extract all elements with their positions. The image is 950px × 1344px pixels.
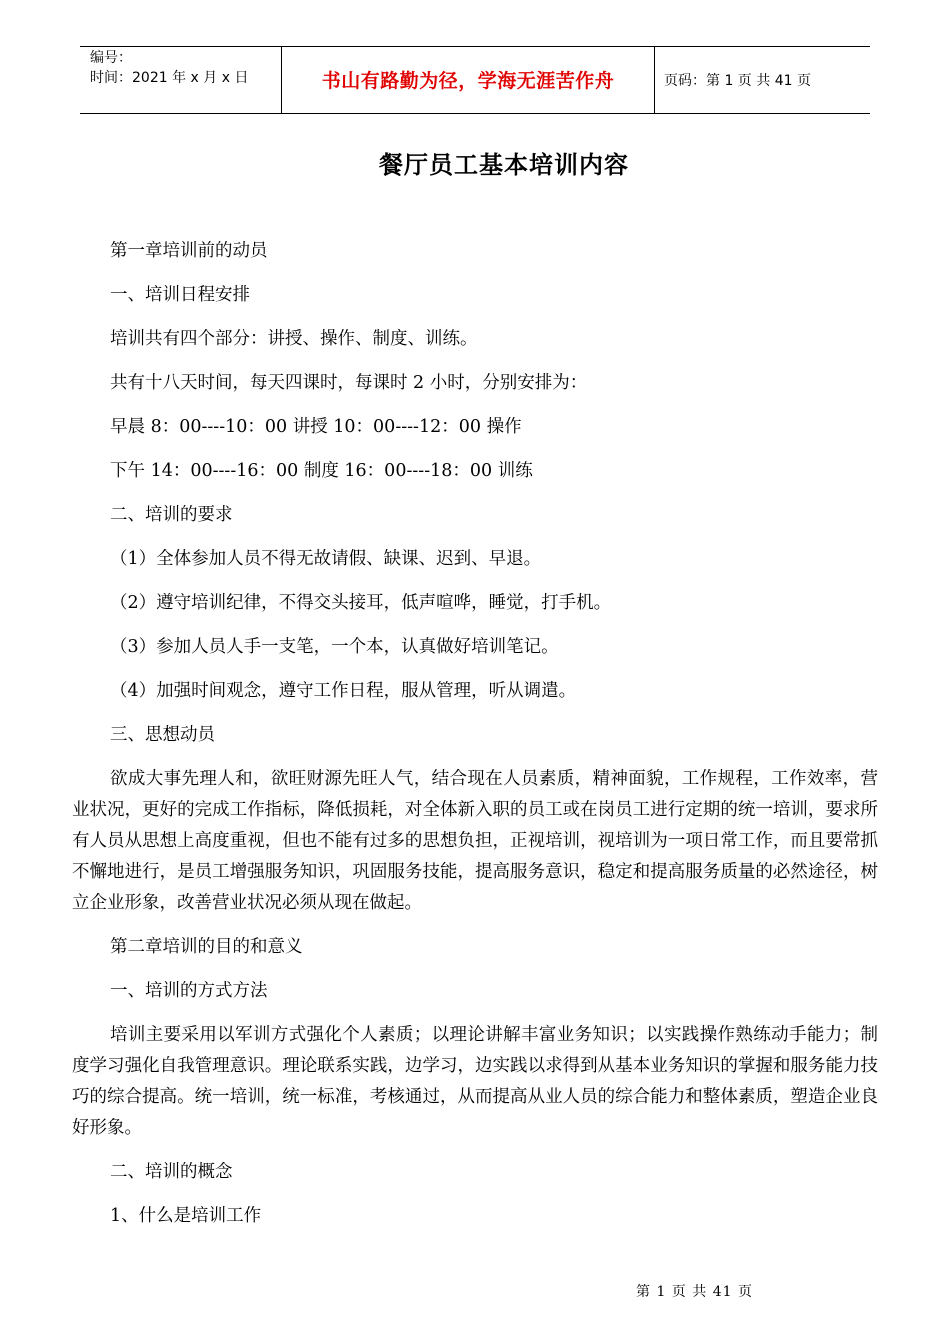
body-paragraph: 培训共有四个部分：讲授、操作、制度、训练。 bbox=[110, 329, 478, 349]
document-body bbox=[72, 236, 878, 1245]
header-top-rule bbox=[80, 46, 870, 47]
document-title: 餐厅员工基本培训内容 bbox=[379, 151, 629, 179]
list-item: （4）加强时间观念，遵守工作日程，服从管理，听从调遣。 bbox=[110, 681, 577, 701]
header-divider-right bbox=[654, 46, 655, 113]
section-heading: 三、思想动员 bbox=[110, 725, 215, 745]
chapter-heading: 第二章培训的目的和意义 bbox=[110, 937, 303, 957]
header-motto: 书山有路勤为径，学海无涯苦作舟 bbox=[321, 70, 615, 92]
section-heading: 一、培训的方式方法 bbox=[110, 981, 268, 1001]
section-heading: 二、培训的要求 bbox=[110, 505, 233, 525]
header-page-info: 页码：第 1 页 共 41 页 bbox=[664, 73, 811, 89]
schedule-line: 早晨 8：00----10：00 讲授 10：00----12：00 操作 bbox=[110, 417, 522, 437]
list-item: （3）参加人员人手一支笔，一个本，认真做好培训笔记。 bbox=[110, 637, 559, 657]
body-paragraph: 共有十八天时间，每天四课时，每课时 2 小时，分别安排为： bbox=[110, 373, 588, 393]
header-time-label: 时间：2021 年 x 月 x 日 bbox=[90, 70, 249, 86]
list-item: （2）遵守培训纪律，不得交头接耳，低声喧哗，睡觉，打手机。 bbox=[110, 593, 612, 613]
subsection-heading: 1、什么是培训工作 bbox=[110, 1206, 262, 1226]
body-paragraph: 培训主要采用以军训方式强化个人素质；以理论讲解丰富业务知识；以实践操作熟练动手能力；制度学习强化自我管理意识。理论联系实践，边学习，边实践以求得到从基本业务知识的掌握和服务能力技巧的综合提高。统一培训，统一标准，考核通过，从而提高从业人员的综合能力和整体素质，塑造企业良好形象。 bbox=[72, 1025, 878, 1138]
list-item: （1）全体参加人员不得无故请假、缺课、迟到、早退。 bbox=[110, 549, 542, 569]
body-paragraph: 欲成大事先理人和，欲旺财源先旺人气，结合现在人员素质，精神面貌，工作规程，工作效率，营业状况，更好的完成工作指标，降低损耗，对全体新入职的员工或在岗员工进行定期的统一培训，要求所有人员从思想上高度重视，但也不能有过多的思想负担，正视培训，视培训为一项日常工作，而且要常抓不懈地进行，是员工增强服务知识，巩固服务技能，提高服务意识，稳定和提高服务质量的必然途径，树立企业形象，改善营业状况必须从现在做起。 bbox=[72, 769, 878, 913]
header-number-label: 编号： bbox=[90, 50, 132, 66]
section-heading: 二、培训的概念 bbox=[110, 1162, 233, 1182]
header-bottom-rule bbox=[80, 113, 870, 114]
section-heading: 一、培训日程安排 bbox=[110, 285, 250, 305]
page-footer: 第 1 页 共 41 页 bbox=[636, 1284, 753, 1300]
header-meta bbox=[90, 48, 248, 88]
schedule-line: 下午 14：00----16：00 制度 16：00----18：00 训练 bbox=[110, 461, 533, 481]
chapter-heading: 第一章培训前的动员 bbox=[110, 241, 268, 261]
